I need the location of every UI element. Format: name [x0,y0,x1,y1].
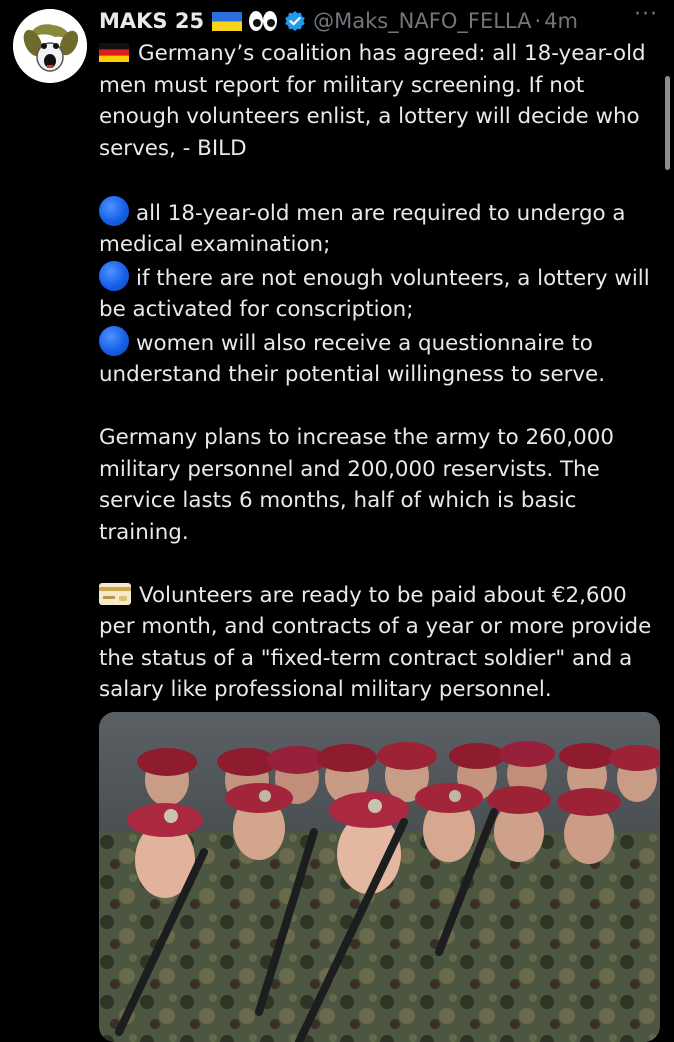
blue-circle-icon [99,326,129,356]
bullet-2 [99,261,664,326]
blue-circle-icon [99,196,129,226]
blue-circle-icon [99,261,129,291]
paragraph-2: Germany plans to increase the army to 260,000 military personnel and 200,000 reservists. The service lasts 6 months, half of which is basic training. [99,425,614,545]
germany-flag-icon [99,40,129,59]
tweet-header [99,6,659,36]
eyes-emoji-icon [248,10,278,32]
text-line: Germany’s coalition has agreed: all 18-year-old men must report for military screening. If not enough volunteers enlist, a lottery will decide who serves, - BILD [99,41,646,161]
tweet-text [99,38,664,706]
text-line: all 18-year-old men are required to undergo a medical examination; [99,200,626,257]
scrollbar[interactable] [665,76,670,170]
timestamp[interactable]: 4m [544,9,578,33]
paragraph-1 [99,38,664,164]
bullet-1 [99,196,664,261]
ukraine-flag-icon [212,12,242,31]
more-options-icon[interactable]: ··· [634,2,658,27]
tweet-image-soldiers[interactable] [99,712,660,1042]
avatar[interactable] [13,9,87,83]
display-name[interactable]: MAKS 25 [99,9,205,33]
bullet-3 [99,326,664,391]
handle[interactable]: @Maks_NAFO_FELLA [313,9,532,33]
paragraph-3 [99,580,664,706]
text-line: women will also receive a questionnaire to understand their potential willingness to serve. [99,330,606,387]
verified-badge-icon[interactable] [284,10,306,32]
separator: · [534,9,542,33]
text-line: Volunteers are ready to be paid about €2,600 per month, and contracts of a year or more provide the status of a "fixed-term contract soldier" and a salary like professional military personnel. [99,582,652,702]
text-line: if there are not enough volunteers, a lottery will be activated for conscription; [99,265,650,322]
credit-card-icon [99,583,131,605]
